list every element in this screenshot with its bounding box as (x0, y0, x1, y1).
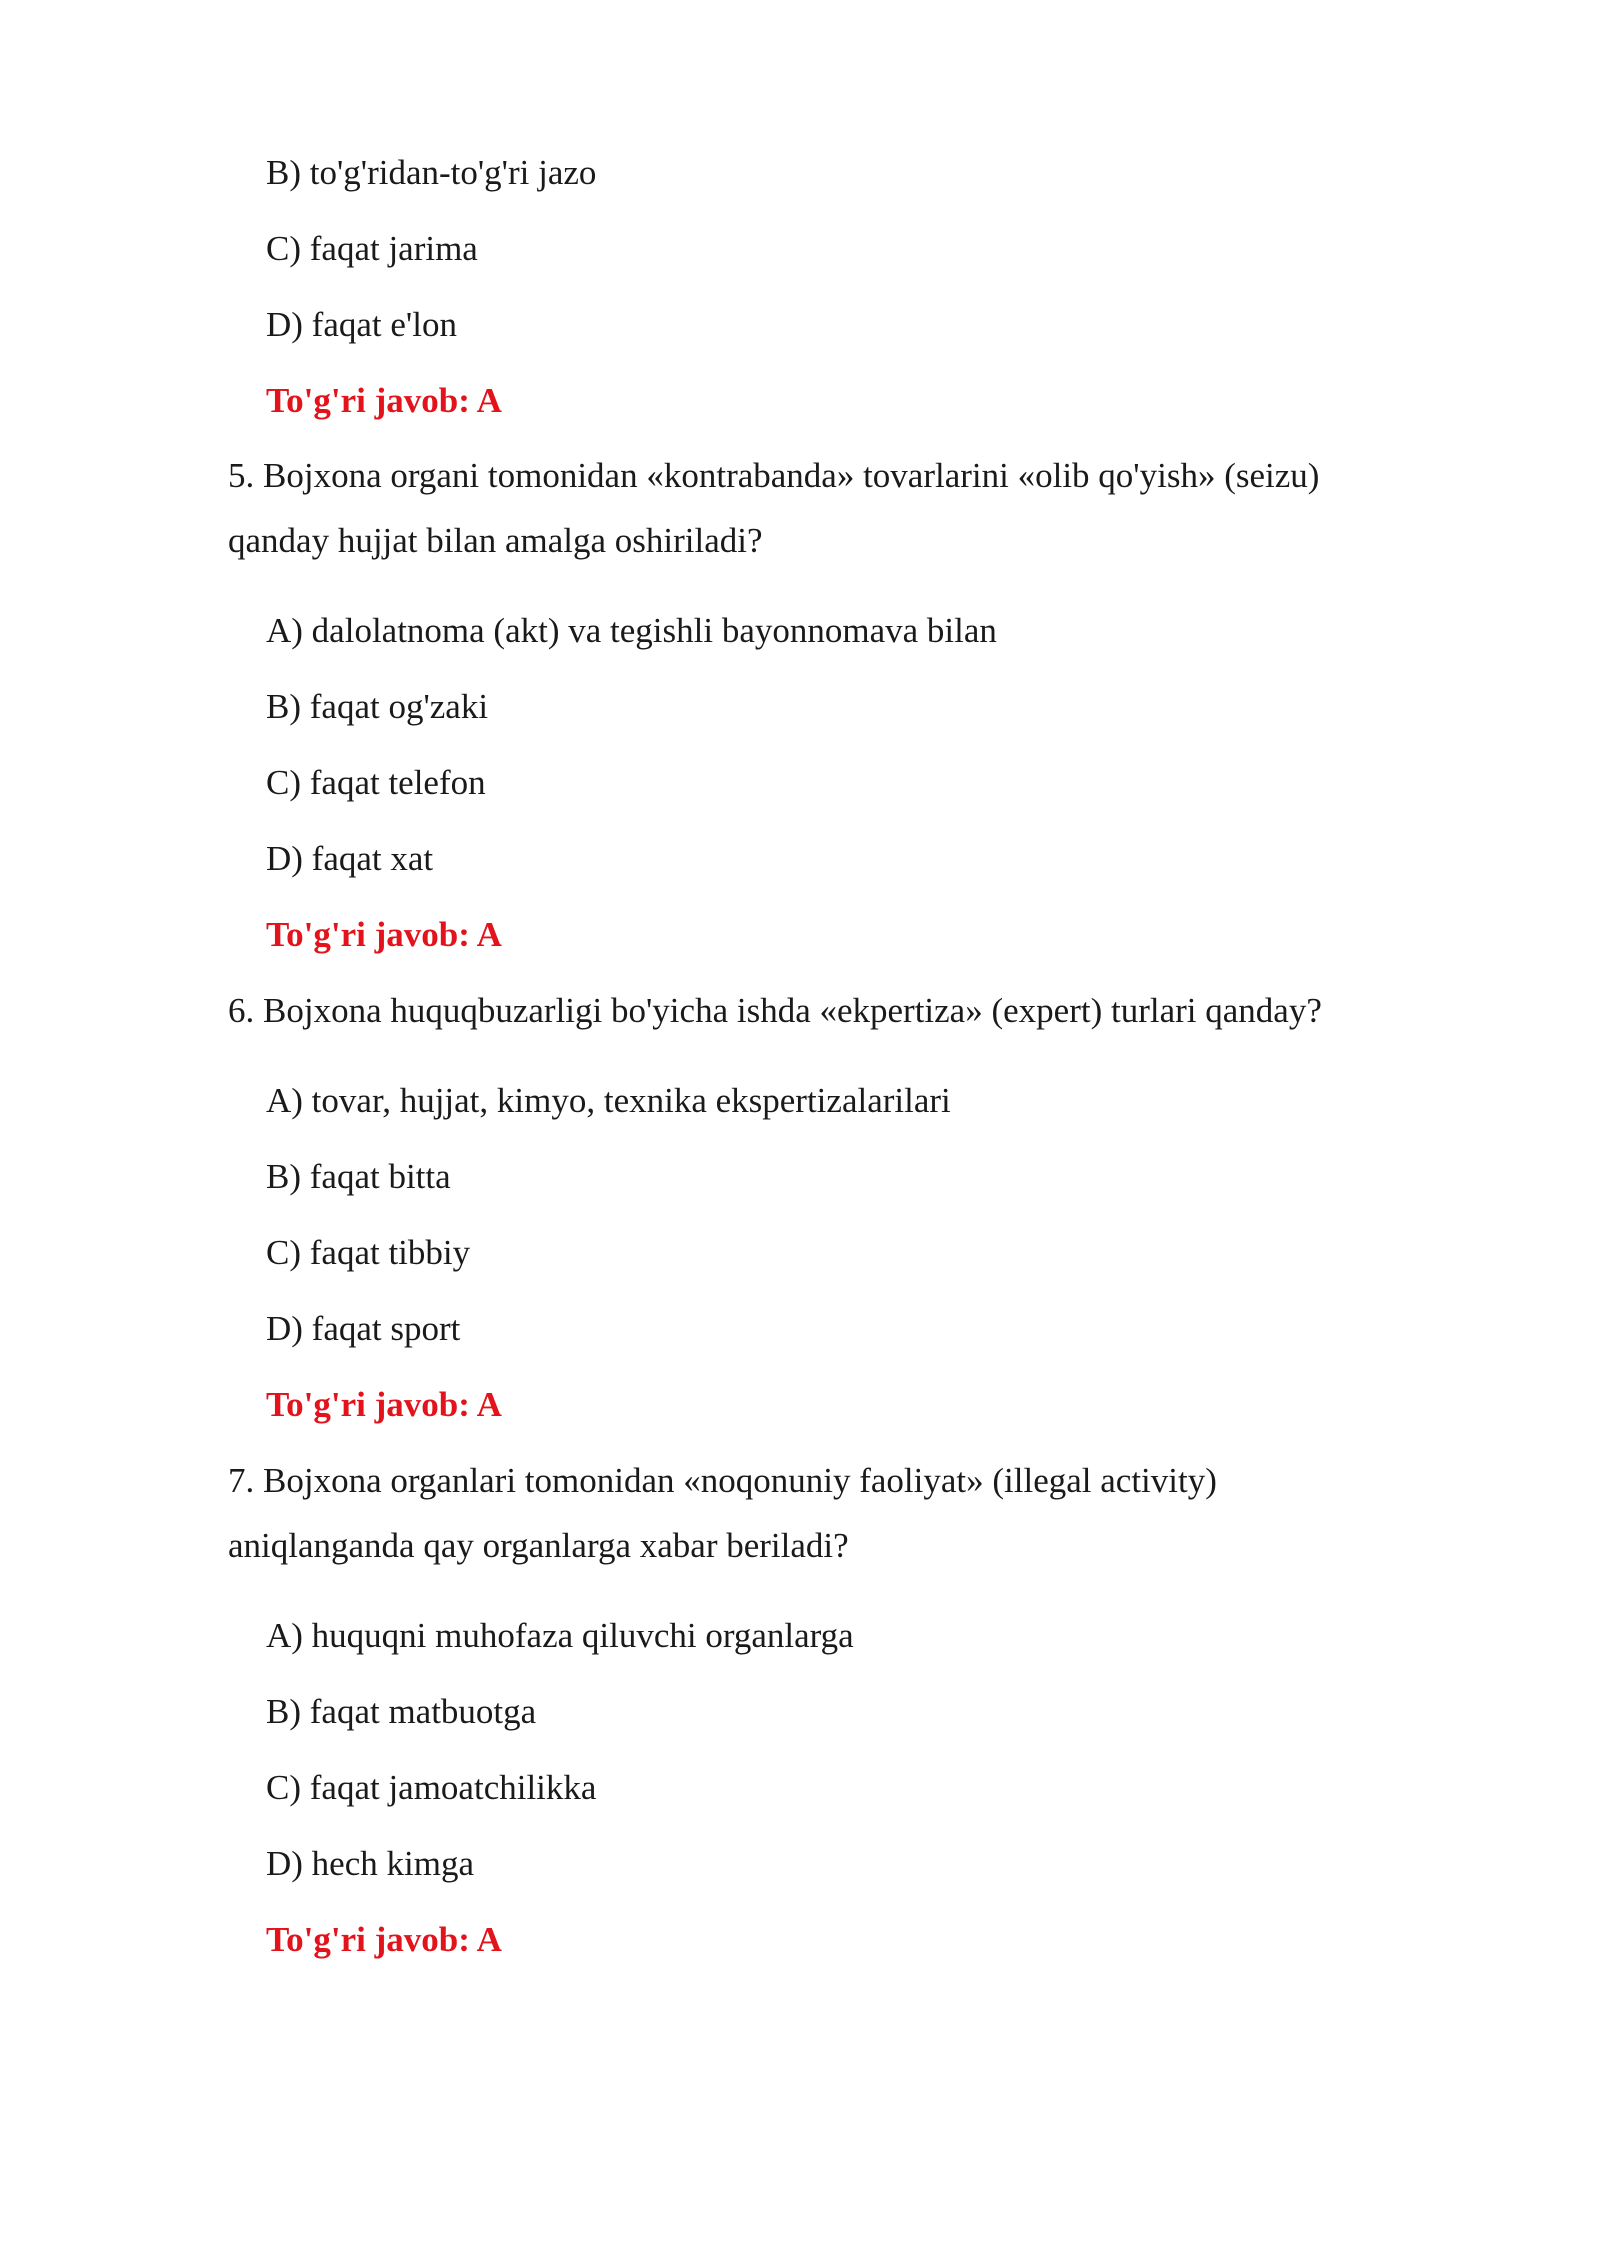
option-a: A) tovar, hujjat, kimyo, texnika ekspertizalarilari (266, 1081, 951, 1120)
question-text: qanday hujjat bilan amalga oshiriladi? (228, 521, 763, 560)
correct-answer: To'g'ri javob: A (266, 1385, 502, 1424)
option-a: A) huquqni muhofaza qiluvchi organlarga (266, 1616, 854, 1655)
question-text: 6. Bojxona huquqbuzarligi bo'yicha ishda «ekpertiza» (expert) turlari qanday? (228, 991, 1322, 1030)
option-d: D) faqat xat (266, 839, 434, 878)
option-c: C) faqat tibbiy (266, 1233, 471, 1272)
question-text: 7. Bojxona organlari tomonidan «noqonuniy faoliyat» (illegal activity) (228, 1461, 1217, 1500)
correct-answer: To'g'ri javob: A (266, 381, 502, 420)
correct-answer: To'g'ri javob: A (266, 915, 502, 954)
option-b: B) faqat matbuotga (266, 1692, 537, 1731)
question-text: 5. Bojxona organi tomonidan «kontrabanda» tovarlarini «olib qo'yish» (seizu) (228, 456, 1320, 495)
option-c: C) faqat jarima (266, 229, 478, 268)
option-d: D) faqat e'lon (266, 305, 457, 344)
option-c: C) faqat telefon (266, 763, 486, 802)
option-b: B) faqat og'zaki (266, 687, 489, 726)
option-a: A) dalolatnoma (akt) va tegishli bayonnomava bilan (266, 611, 997, 650)
correct-answer: To'g'ri javob: A (266, 1920, 502, 1959)
option-c: C) faqat jamoatchilikka (266, 1768, 597, 1807)
option-d: D) hech kimga (266, 1844, 474, 1883)
option-d: D) faqat sport (266, 1309, 461, 1348)
option-b: B) faqat bitta (266, 1157, 451, 1196)
question-text: aniqlanganda qay organlarga xabar beriladi? (228, 1526, 849, 1565)
option-b: B) to'g'ridan-to'g'ri jazo (266, 153, 597, 192)
